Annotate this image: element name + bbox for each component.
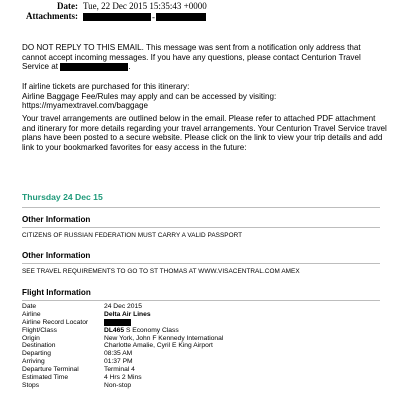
row-value <box>104 319 131 326</box>
divider <box>22 300 380 301</box>
row-value: Terminal 4 <box>104 366 135 374</box>
row-value: 01:37 PM <box>104 358 133 366</box>
no-reply-notice <box>22 43 382 72</box>
notice-line: cannot accept incoming messages. If you have any questions, please contact Centurion Travel <box>22 52 361 62</box>
baggage-line: If airline tickets are purchased for this itinerary: <box>22 82 190 91</box>
row-label: Origin <box>22 334 40 342</box>
date-value: Tue, 22 Dec 2015 15:35:43 +0000 <box>83 1 207 11</box>
divider <box>22 227 380 228</box>
row-label: Flight/Class <box>22 326 57 334</box>
redacted-contact[interactable] <box>60 63 128 71</box>
intro-line: and itinerary for more details regarding your travel arrangements. Your Centurion Travel Service travel <box>22 123 387 133</box>
baggage-paragraph <box>22 82 382 111</box>
notice-line: DO NOT REPLY TO THIS EMAIL. This message was sent from a notification only address that <box>22 43 361 52</box>
row-label: Airline <box>22 310 41 318</box>
row-value: Delta Air Lines <box>104 310 151 318</box>
row-value: Non-stop <box>104 381 132 389</box>
redacted-record-locator <box>104 319 131 326</box>
flight-info-title: Flight Information <box>22 288 91 297</box>
attachments-separator: - <box>152 11 155 22</box>
other-info-title: Other Information <box>22 251 91 260</box>
intro-line: Your travel arrangements are outlined below in the email. Please refer to attached PDF attachment <box>22 114 376 123</box>
row-value: 4 Hrs 2 Mins <box>104 374 142 382</box>
day-heading: Thursday 24 Dec 15 <box>22 192 103 202</box>
other-info-title: Other Information <box>22 215 91 224</box>
row-label: Arriving <box>22 358 45 366</box>
divider <box>22 207 380 208</box>
row-label: Date <box>22 303 37 310</box>
row-label: Stops <box>22 381 40 389</box>
baggage-link[interactable]: https://myamextravel.com/baggage <box>22 101 148 111</box>
baggage-line: Airline Baggage Fee/Rules may apply and can be accessed by visiting: <box>22 91 277 101</box>
flight-number: DL465 <box>104 326 125 334</box>
intro-line: link to your bookmarked favorites for easy access in the future: <box>22 142 247 152</box>
row-label: Airline Record Locator <box>22 318 89 326</box>
row-value: 24 Dec 2015 <box>104 303 142 310</box>
date-label: Date: <box>57 1 78 11</box>
row-value <box>104 327 179 334</box>
other-info-text: SEE TRAVEL REQUIREMENTS TO GO TO ST THOMAS AT WWW.VISACENTRAL.COM AMEX <box>22 268 300 275</box>
notice-line-last: Service at . <box>22 62 131 72</box>
row-label: Departing <box>22 350 51 358</box>
row-value: 08:35 AM <box>104 350 133 358</box>
divider <box>22 263 380 264</box>
redacted-attachment-name-2 <box>156 13 206 21</box>
redacted-attachment-name <box>83 13 151 21</box>
row-label: Destination <box>22 342 56 350</box>
intro-line: plans have been posted to a secure website. Please click on the link to view your trip details and add <box>22 133 383 143</box>
attachments-value <box>83 11 206 22</box>
row-value: New York, John F Kennedy International <box>104 334 224 342</box>
header-attachments-row <box>0 11 400 22</box>
other-info-text: CITIZENS OF RUSSIAN FEDERATION MUST CARRY A VALID PASSPORT <box>22 232 243 239</box>
row-label: Estimated Time <box>22 374 69 382</box>
row-value: Charlotte Amalie, Cyril E King Airport <box>104 342 213 350</box>
attachments-label: Attachments: <box>26 11 78 21</box>
flight-class: S Economy Class <box>125 326 179 334</box>
intro-paragraph <box>22 114 387 152</box>
row-label: Departure Terminal <box>22 366 79 374</box>
